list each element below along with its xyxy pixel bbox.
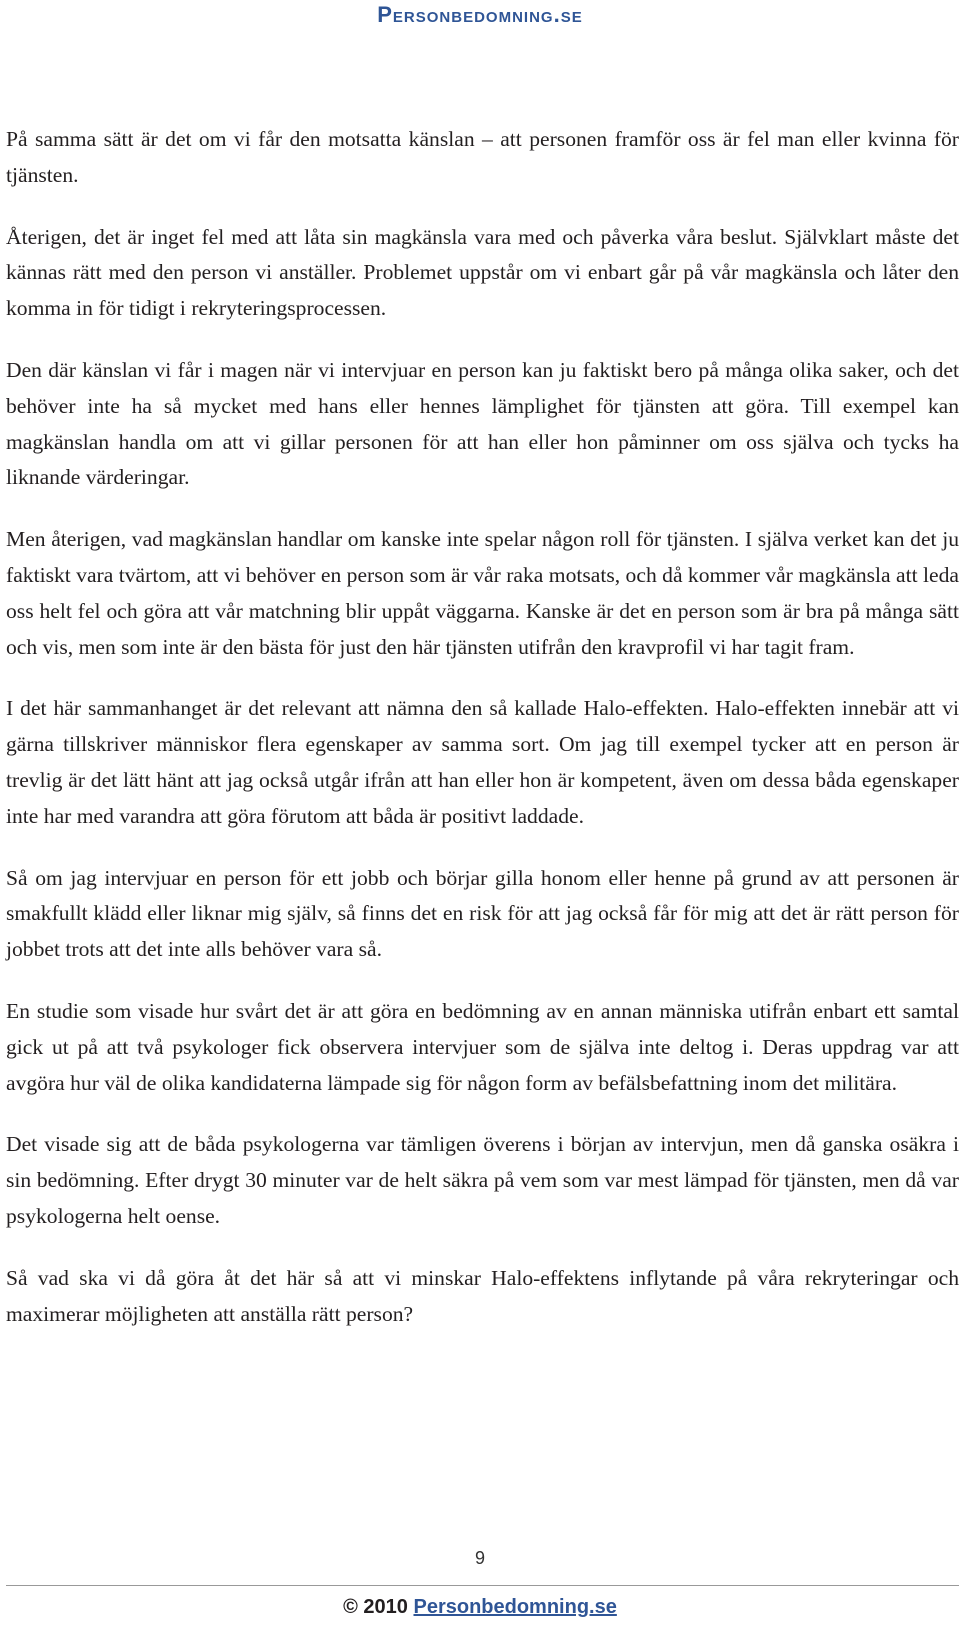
footer-divider <box>6 1585 959 1586</box>
paragraph-4: Men återigen, vad magkänslan handlar om kanske inte spelar någon roll för tjänsten. I själva verket kan det ju faktiskt vara tvärtom, att vi behöver en person som är vår raka motsats, och då kommer vår magkänsla att leda oss helt fel och göra att vår matchning blir uppåt väggarna. Kanske är det en person som är bra på många sätt och vis, men som inte är den bästa för just den här tjänsten utifrån den kravprofil vi har tagit fram. <box>6 527 959 659</box>
paragraph-2: Återigen, det är inget fel med att låta sin magkänsla vara med och påverka våra beslut. Självklart måste det kännas rätt med den person vi anställer. Problemet uppstår om vi enbart går på vår magkänsla och låter den komma in för tidigt i rekryteringsprocessen. <box>6 224 959 321</box>
footer-site-link[interactable]: Personbedomning.se <box>413 1596 617 1618</box>
brand-link[interactable]: Personbedomning.se <box>377 2 583 27</box>
paragraph-3: Den där känslan vi får i magen när vi intervjuar en person kan ju faktiskt bero på många olika saker, och det behöver inte ha så mycket med hans eller hennes lämplighet för tjänsten att göra. Till exempel kan magkänslan handla om att vi gillar personen för att han eller hon påminner om oss själva och tycks ha liknande värderingar. <box>6 357 959 490</box>
footer-copyright <box>0 1596 960 1619</box>
document-body <box>6 122 959 1358</box>
page-header <box>0 0 960 28</box>
paragraph-1: På samma sätt är det om vi får den motsatta känslan – att personen framför oss är fel man eller kvinna för tjänsten. <box>6 127 959 187</box>
paragraph-6: Så om jag intervjuar en person för ett jobb och börjar gilla honom eller henne på grund av att personen är smakfullt klädd eller liknar mig själv, så finns det en risk för att jag också får för mig att det är rätt person för jobbet trots att det inte alls behöver vara så. <box>6 865 959 962</box>
copyright-text: © 2010 <box>343 1596 408 1618</box>
paragraph-8: Det visade sig att de båda psykologerna var tämligen överens i början av intervjun, men då ganska osäkra i sin bedömning. Efter drygt 30 minuter var de helt säkra på vem som var mest lämpad för tjänsten, men då var psykologerna helt oense. <box>6 1132 959 1228</box>
paragraph-9: Så vad ska vi då göra åt det här så att vi minskar Halo-effektens inflytande på våra rekryteringar och maximerar möjligheten att anställa rätt person? <box>6 1265 959 1326</box>
paragraph-5: I det här sammanhanget är det relevant att nämna den så kallade Halo-effekten. Halo-effekten innebär att vi gärna tillskriver människor flera egenskaper av samma sort. Om jag till exempel tycker att en person är trevlig är det lätt hänt att jag också utgår ifrån att han eller hon är kompetent, även om dessa båda egenskaper inte har med varandra att göra förutom att båda är positivt laddade. <box>6 696 959 828</box>
page-number: 9 <box>474 1548 485 1568</box>
paragraph-7: En studie som visade hur svårt det är att göra en bedömning av en annan människa utifrån enbart ett samtal gick ut på att två psykologer fick observera intervjuer som de själva inte deltog i. Deras uppdrag var att avgöra hur väl de olika kandidaterna lämpade sig för någon form av befälsbefattning inom det militära. <box>6 998 959 1095</box>
